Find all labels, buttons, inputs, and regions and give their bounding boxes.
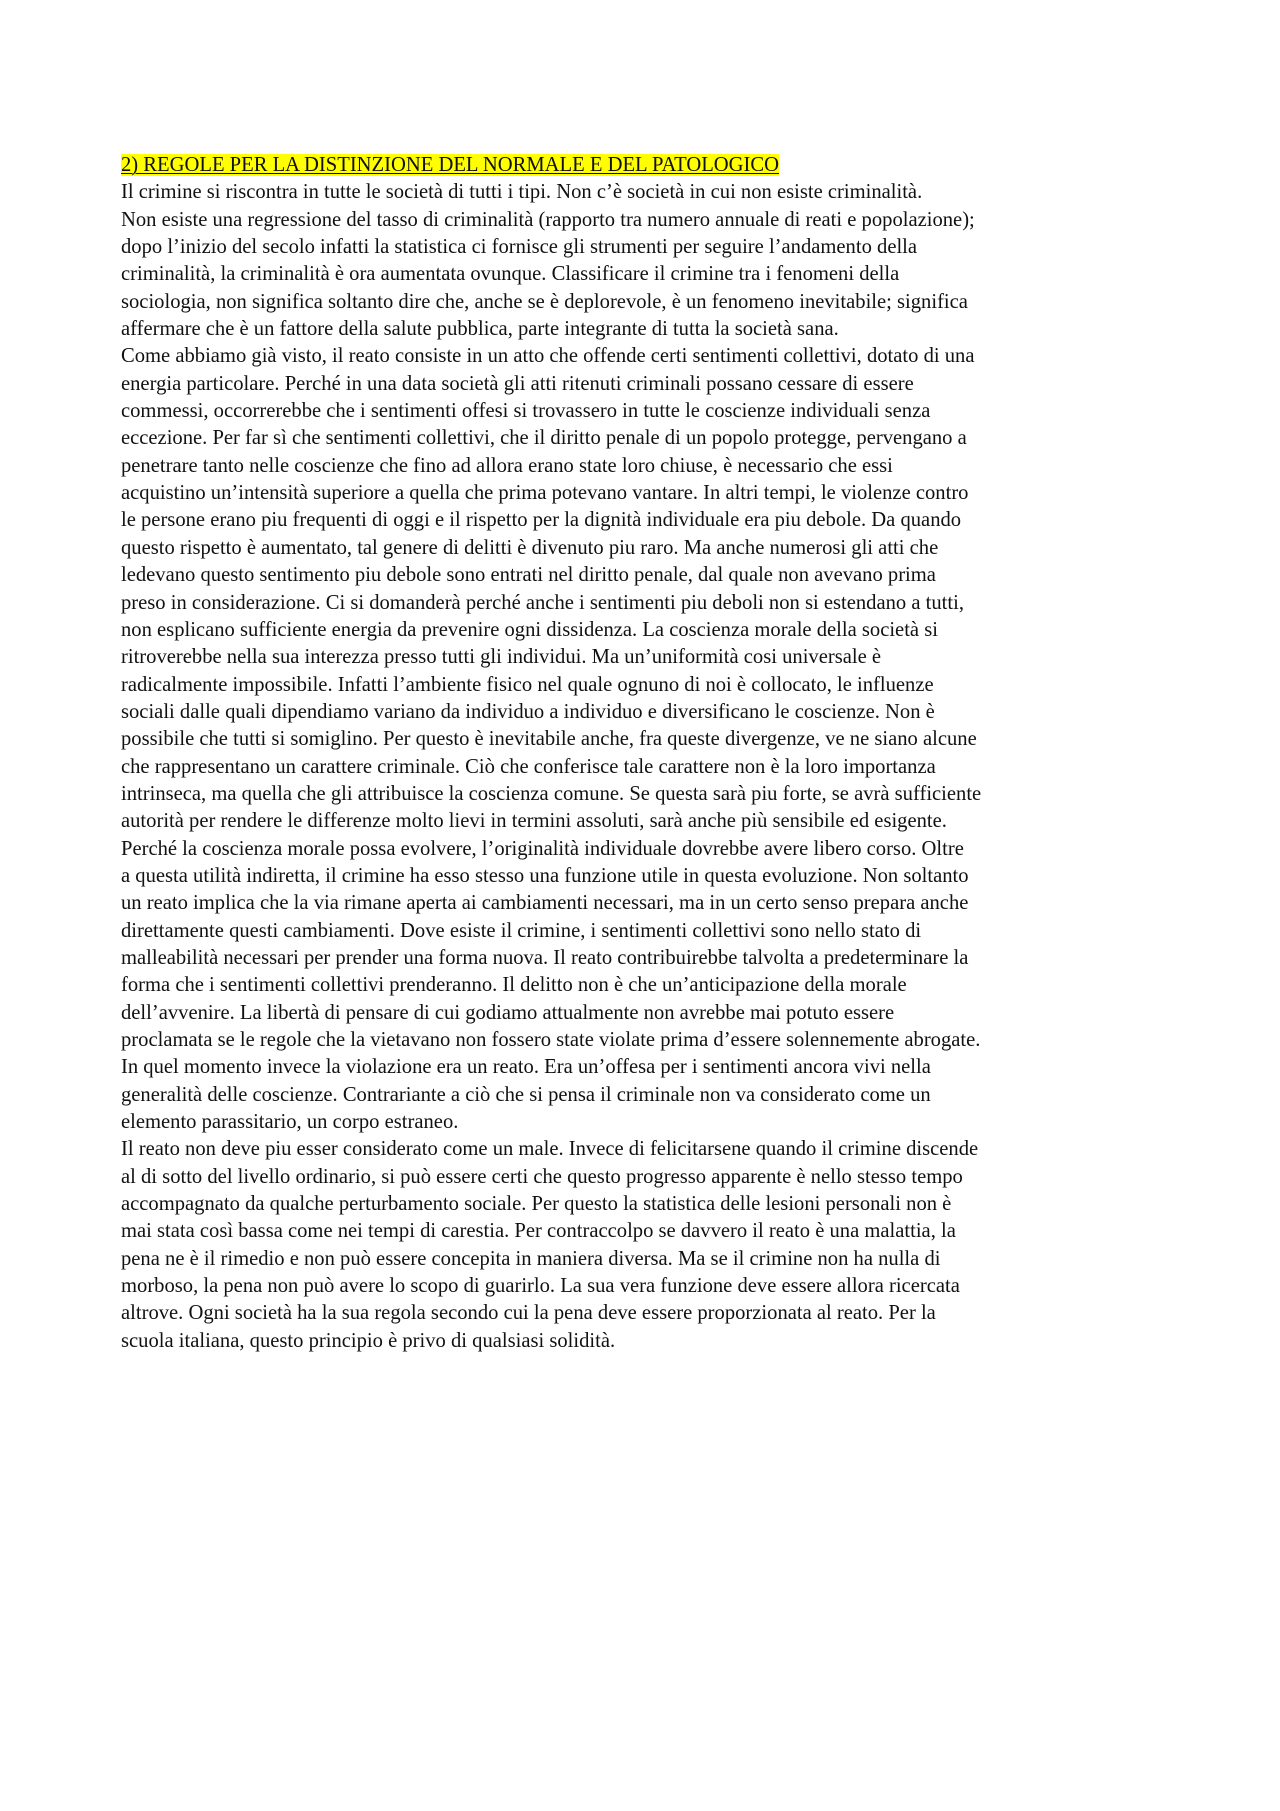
- text-line: che rappresentano un carattere criminale. Ciò che conferisce tale carattere non è la loro importanza: [121, 755, 936, 778]
- text-line: al di sotto del livello ordinario, si può essere certi che questo progresso apparente è nello stesso tempo: [121, 1165, 963, 1188]
- text-line: sociali dalle quali dipendiamo variano da individuo a individuo e diversificano le coscienze. Non è: [121, 700, 935, 723]
- text-line: dell’avvenire. La libertà di pensare di cui godiamo attualmente non avrebbe mai potuto essere: [121, 1001, 895, 1024]
- paragraph: [121, 1136, 1171, 1355]
- text-line: direttamente questi cambiamenti. Dove esiste il crimine, i sentimenti collettivi sono nello stato di: [121, 919, 922, 942]
- text-line: dopo l’inizio del secolo infatti la statistica ci fornisce gli strumenti per seguire l’andamento della: [121, 236, 918, 259]
- text-line: generalità delle coscienze. Contrariante a ciò che si pensa il criminale non va considerato come un: [121, 1083, 931, 1106]
- text-line: In quel momento invece la violazione era un reato. Era un’offesa per i sentimenti ancora vivi nella: [121, 1056, 931, 1079]
- text-line: a questa utilità indiretta, il crimine ha esso stesso una funzione utile in questa evoluzione. Non soltanto: [121, 864, 969, 887]
- text-line: Il reato non deve piu esser considerato come un male. Invece di felicitarsene quando il crimine discende: [121, 1138, 979, 1161]
- text-line: malleabilità necessari per prender una forma nuova. Il reato contribuirebbe talvolta a predeterminare la: [121, 946, 969, 969]
- text-line: eccezione. Per far sì che sentimenti collettivi, che il diritto penale di un popolo protegge, pervengano a: [121, 427, 967, 450]
- text-line: acquistino un’intensità superiore a quella che prima potevano vantare. In altri tempi, le violenze contro: [121, 482, 969, 505]
- text-line: possibile che tutti si somiglino. Per questo è inevitabile anche, fra queste divergenze, ve ne siano alcune: [121, 728, 977, 751]
- paragraphs-container: [121, 179, 1171, 1355]
- text-line: energia particolare. Perché in una data società gli atti ritenuti criminali possano cessare di essere: [121, 372, 914, 395]
- text-line: ritroverebbe nella sua interezza presso tutti gli individui. Ma un’uniformità cosi universale è: [121, 646, 882, 669]
- text-line: ledevano questo sentimento piu debole sono entrati nel diritto penale, dal quale non avevano prima: [121, 564, 936, 587]
- text-line: morboso, la pena non può avere lo scopo di guarirlo. La sua vera funzione deve essere allora ricercata: [121, 1275, 960, 1298]
- text-line: commessi, occorrerebbe che i sentimenti offesi si trovassero in tutte le coscienze individuali senza: [121, 400, 931, 423]
- text-line: Il crimine si riscontra in tutte le società di tutti i tipi. Non c’è società in cui non esiste criminalità.: [121, 181, 923, 204]
- section-heading: 2) REGOLE PER LA DISTINZIONE DEL NORMALE E DEL PATOLOGICO: [121, 154, 780, 176]
- text-line: questo rispetto è aumentato, tal genere di delitti è divenuto piu raro. Ma anche numerosi gli atti che: [121, 536, 939, 559]
- text-line: affermare che è un fattore della salute pubblica, parte integrante di tutta la società sana.: [121, 318, 839, 341]
- text-line: penetrare tanto nelle coscienze che fino ad allora erano state loro chiuse, è necessario che essi: [121, 454, 893, 477]
- text-line: altrove. Ogni società ha la sua regola secondo cui la pena deve essere proporzionata al reato. Per la: [121, 1302, 936, 1325]
- text-line: Non esiste una regressione del tasso di criminalità (rapporto tra numero annuale di reati e popolazione);: [121, 208, 975, 231]
- text-line: preso in considerazione. Ci si domanderà perché anche i sentimenti piu deboli non si estendano a tutti,: [121, 591, 964, 614]
- text-line: radicalmente impossibile. Infatti l’ambiente fisico nel quale ognuno di noi è collocato, le influenze: [121, 673, 934, 696]
- paragraph: [121, 179, 1171, 343]
- section-heading-line: [121, 152, 1171, 179]
- text-line: mai stata così bassa come nei tempi di carestia. Per contraccolpo se davvero il reato è una malattia, la: [121, 1220, 956, 1243]
- text-line: forma che i sentimenti collettivi prenderanno. Il delitto non è che un’anticipazione della morale: [121, 974, 907, 997]
- text-line: sociologia, non significa soltanto dire che, anche se è deplorevole, è un fenomeno inevitabile; significa: [121, 290, 968, 313]
- text-line: pena ne è il rimedio e non può essere concepita in maniera diversa. Ma se il crimine non ha nulla di: [121, 1247, 941, 1270]
- text-line: scuola italiana, questo principio è privo di qualsiasi solidità.: [121, 1329, 616, 1352]
- text-line: un reato implica che la via rimane aperta ai cambiamenti necessari, ma in un certo senso prepara anche: [121, 892, 969, 915]
- text-line: Come abbiamo già visto, il reato consiste in un atto che offende certi sentimenti collettivi, dotato di una: [121, 345, 975, 368]
- text-line: non esplicano sufficiente energia da prevenire ogni dissidenza. La coscienza morale della società si: [121, 618, 938, 641]
- text-line: le persone erano piu frequenti di oggi e il rispetto per la dignità individuale era piu debole. Da quando: [121, 509, 962, 532]
- text-line: criminalità, la criminalità è ora aumentata ovunque. Classificare il crimine tra i fenomeni della: [121, 263, 900, 286]
- text-line: elemento parassitario, un corpo estraneo.: [121, 1111, 459, 1134]
- text-line: intrinseca, ma quella che gli attribuisce la coscienza comune. Se questa sarà piu forte, se avrà sufficiente: [121, 782, 982, 805]
- paragraph: [121, 343, 1171, 1136]
- text-line: Perché la coscienza morale possa evolvere, l’originalità individuale dovrebbe avere libero corso. Oltre: [121, 837, 964, 860]
- text-line: autorità per rendere le differenze molto lievi in termini assoluti, sarà anche più sensibile ed esigente.: [121, 810, 947, 833]
- text-line: accompagnato da qualche perturbamento sociale. Per questo la statistica delle lesioni personali non è: [121, 1193, 952, 1216]
- text-line: proclamata se le regole che la vietavano non fossero state violate prima d’essere solennemente abrogate.: [121, 1029, 981, 1051]
- document-body: [121, 152, 1171, 1355]
